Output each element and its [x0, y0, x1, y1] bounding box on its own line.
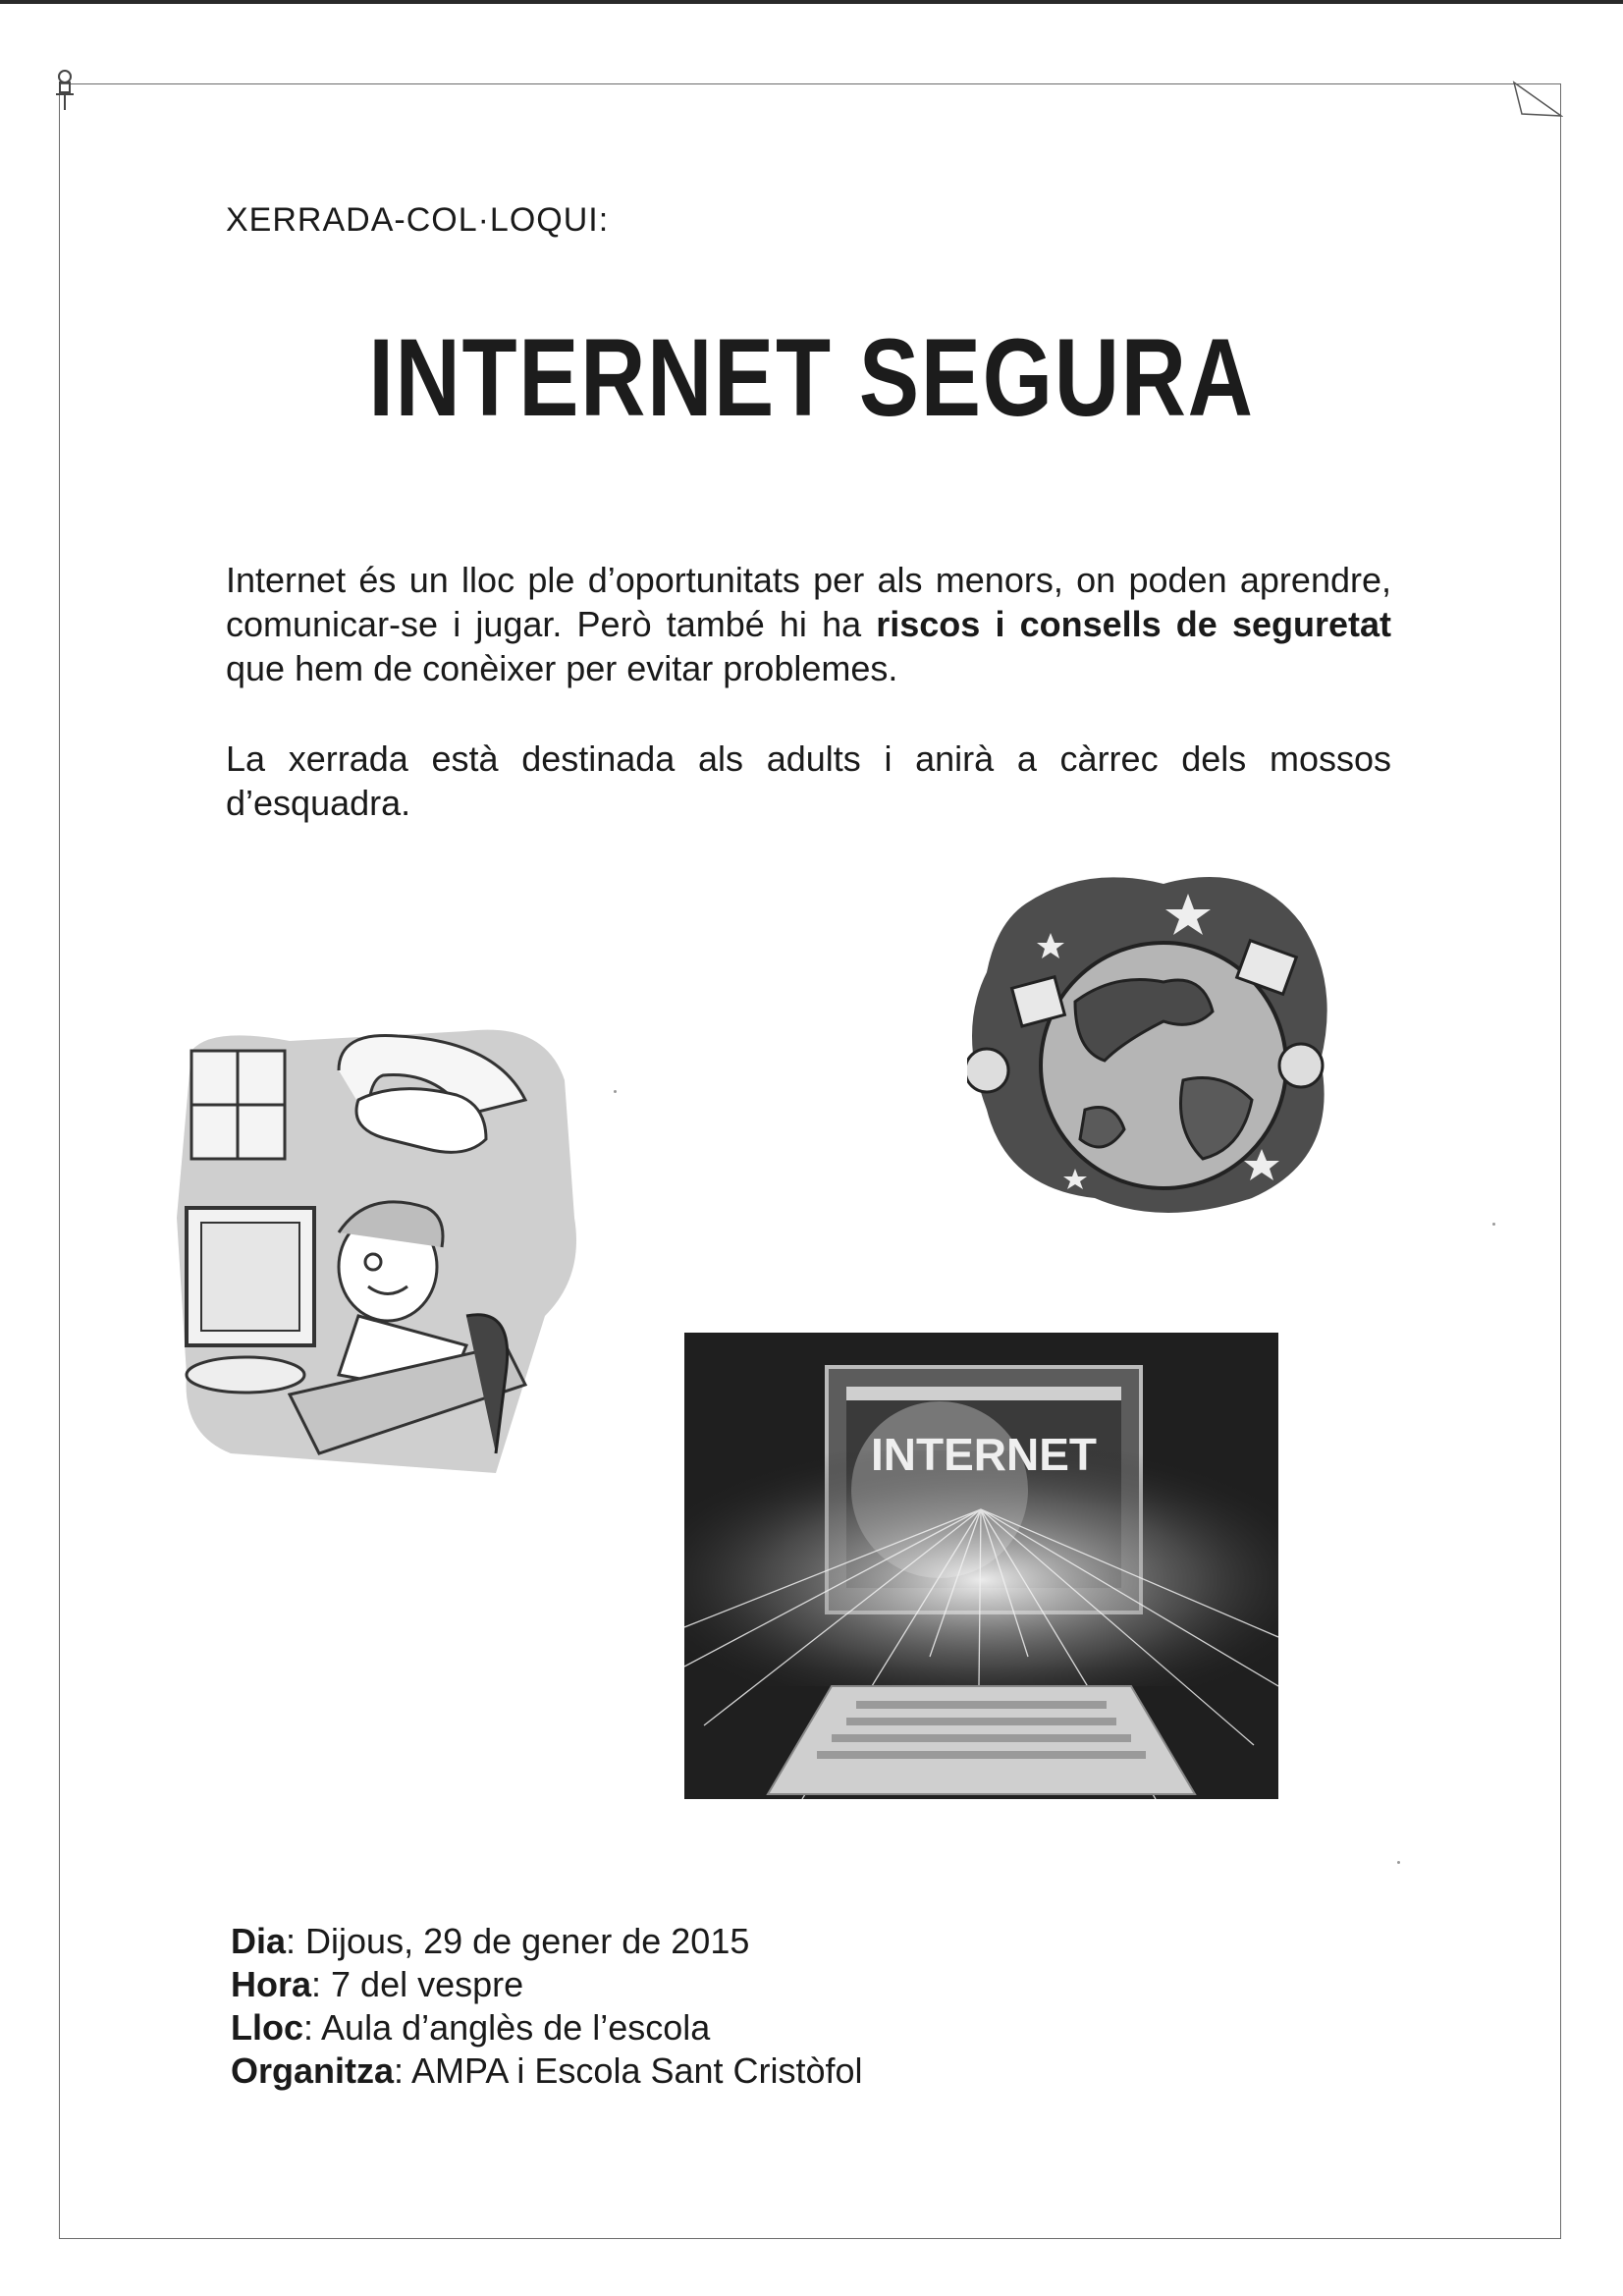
detail-organizer-value: : AMPA i Escola Sant Cristòfol — [394, 2050, 863, 2091]
pushpin-icon — [54, 69, 76, 114]
intro-text-2: que hem de conèixer per evitar problemes. — [226, 648, 898, 688]
detail-organizer — [231, 2050, 863, 2093]
monitor-screen-text: INTERNET — [871, 1429, 1097, 1480]
child-computer-illustration — [172, 1021, 584, 1478]
scan-speck — [614, 1090, 617, 1093]
audience-paragraph: La xerrada està destinada als adults i anirà a càrrec dels mossos d’esquadra. — [226, 738, 1391, 823]
detail-date-value: : Dijous, 29 de gener de 2015 — [286, 1921, 750, 1961]
internet-monitor-photo — [684, 1333, 1278, 1799]
detail-place-value: : Aula d’anglès de l’escola — [303, 2007, 711, 2048]
intro-text-1: Internet és un lloc ple d’oportunitats per als menors, on poden aprendre, comunicar-se i jugar. Però també hi ha — [226, 560, 1391, 644]
detail-place-label: Lloc — [231, 2007, 304, 2048]
corner-fold-icon — [1512, 81, 1563, 120]
detail-time-value: : 7 del vespre — [311, 1964, 524, 2004]
detail-date — [231, 1920, 863, 1963]
intro-bold-text: riscos i consells de seguretat — [876, 604, 1391, 644]
intro-paragraph — [226, 558, 1391, 690]
detail-time — [231, 1963, 863, 2006]
detail-place — [231, 2006, 863, 2050]
scan-speck — [1492, 1223, 1495, 1226]
scan-speck — [1397, 1861, 1400, 1864]
globe-illustration — [967, 864, 1335, 1223]
scan-edge — [0, 0, 1623, 4]
detail-time-label: Hora — [231, 1964, 312, 2004]
page-title: INTERNET SEGURA — [368, 316, 1255, 439]
detail-organizer-label: Organitza — [231, 2050, 395, 2091]
event-details — [231, 1920, 863, 2093]
detail-date-label: Dia — [231, 1921, 287, 1961]
event-type: XERRADA-COL·LOQUI: — [226, 201, 610, 239]
